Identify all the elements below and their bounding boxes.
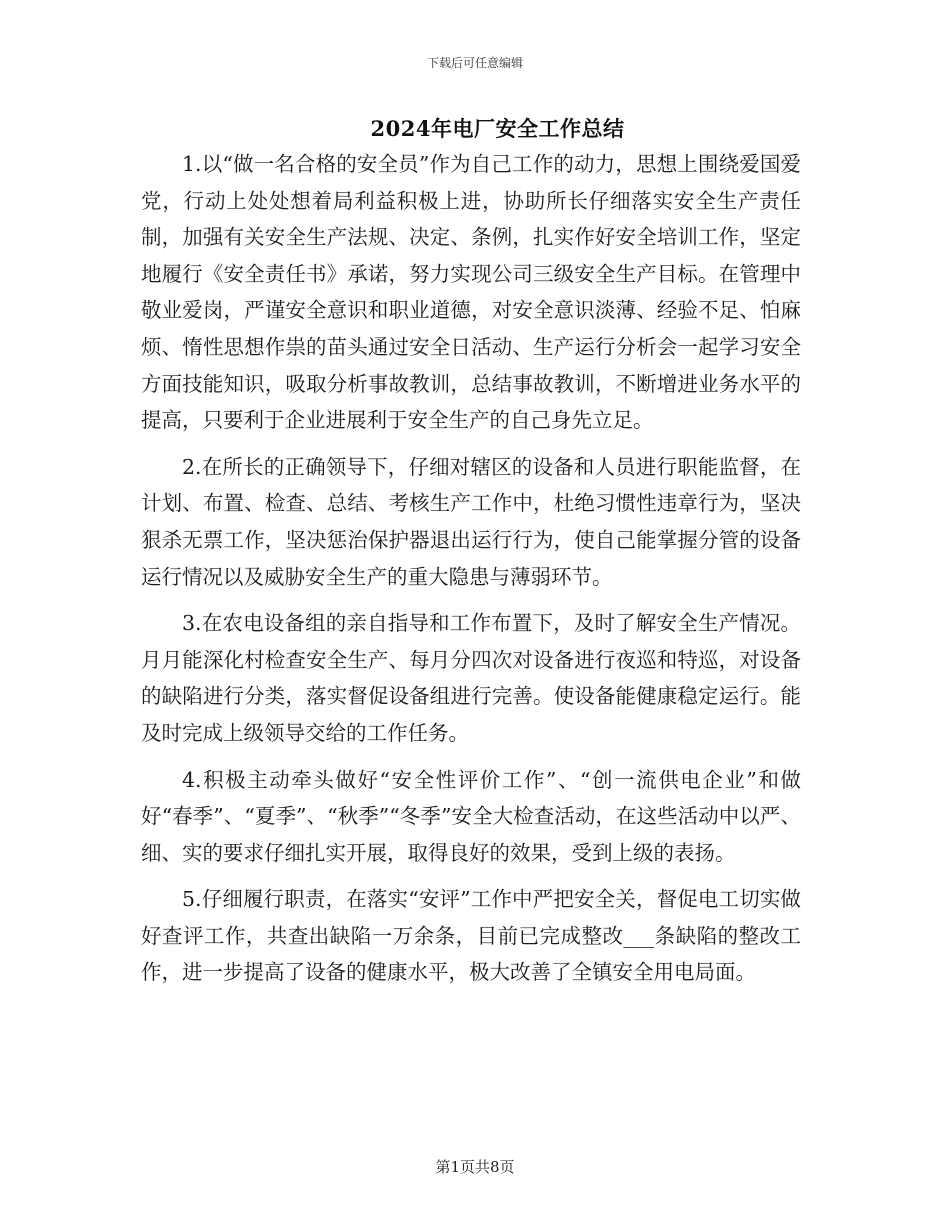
paragraph-4: 4.积极主动牵头做好“安全性评价工作”、“创一流供电企业”和做好“春季”、“夏季”、“秋季”“冬季”安全大检查活动，在这些活动中以严、细、实的要求仔细扎实开展，取得良好的效果，受到上级的表扬。 [141, 767, 801, 865]
paragraph-2: 2.在所长的正确领导下，仔细对辖区的设备和人员进行职能监督，在计划、布置、检查、总结、考核生产工作中，杜绝习惯性违章行为，坚决狠杀无票工作，坚决惩治保护器退出运行行为，使自己能掌握分管的设备运行情况以及威胁安全生产的重大隐患与薄弱环节。 [141, 454, 801, 589]
document-body [141, 146, 801, 1001]
document-title: 2024年电厂安全工作总结 [370, 116, 625, 141]
paragraph-3: 3.在农电设备组的亲自指导和工作布置下，及时了解安全生产情况。月月能深化村检查安全生产、每月分四次对设备进行夜巡和特巡，对设备的缺陷进行分类，落实督促设备组进行完善。使设备能健康稳定运行。能及时完成上级领导交给的工作任务。 [141, 611, 801, 745]
paragraph-5: 5.仔细履行职责，在落实“安评”工作中严把安全关，督促电工切实做好查评工作，共查出缺陷一万余条，目前已完成整改___条缺陷的整改工作，进一步提高了设备的健康水平，极大改善了全镇安全用电局面。 [141, 887, 801, 985]
page-footer: 第1页共8页 [435, 1158, 515, 1176]
header-note: 下载后可任意编辑 [426, 56, 523, 70]
paragraph-1: 1.以“做一名合格的安全员”作为自己工作的动力，思想上围绕爱国爱党，行动上处处想着局利益积极上进，协助所长仔细落实安全生产责任制，加强有关安全生产法规、决定、条例，扎实作好安全培训工作，坚定地履行《安全责任书》承诺，努力实现公司三级安全生产目标。在管理中敬业爱岗，严谨安全意识和职业道德，对安全意识淡薄、经验不足、怕麻烦、惰性思想作祟的苗头通过安全日活动、生产运行分析会一起学习安全方面技能知识，吸取分析事故教训，总结事故教训，不断增进业务水平的提高，只要利于企业进展利于安全生产的自己身先立足。 [141, 152, 801, 433]
